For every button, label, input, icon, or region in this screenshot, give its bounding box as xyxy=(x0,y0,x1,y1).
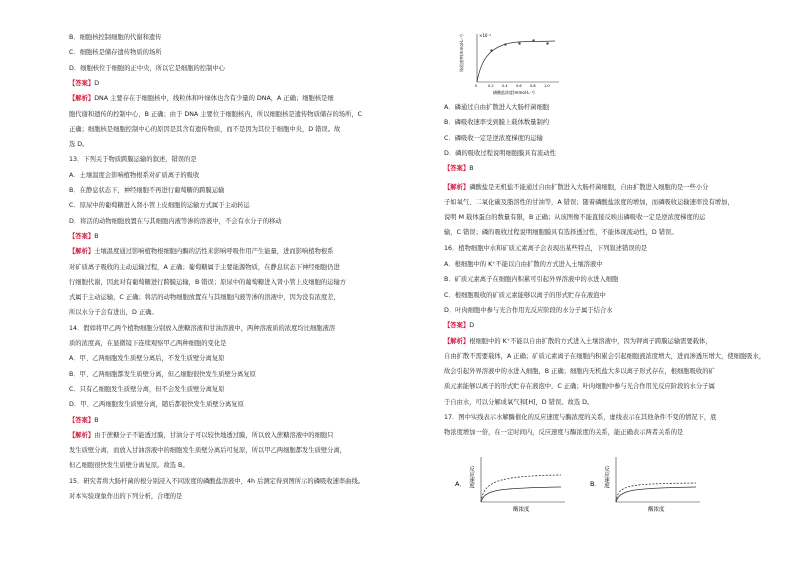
x-axis-label: 酶浓度 xyxy=(513,507,530,513)
answer-tag: 【解析】 xyxy=(69,248,95,256)
option-line: C．只有乙细胞发生质壁分离，但不会发生质壁分离复原 xyxy=(69,385,225,393)
option-line: C．细胞核是储存遗传物质的场所 xyxy=(69,49,162,57)
x-axis-label: 酶浓度 xyxy=(648,507,665,513)
x-axis-label: 磷酸盐浓度(mmol·L⁻¹) xyxy=(493,90,535,95)
text-line: 故会引起外界溶液中的水进入细胞，B 正确；细胞内无机盐大多以离子形式存在，根细胞吸收的矿 xyxy=(444,368,715,376)
option-line: C．原尿中的葡萄糖进入肾小管上皮细胞的运输方式属于主动转运 xyxy=(69,202,250,210)
answer-line: 【答案】D xyxy=(444,322,475,330)
option-line: B．甲、乙两细胞都发生质壁分离，但乙细胞很快发生质壁分离复原 xyxy=(69,370,256,378)
answer-tag: 【解析】 xyxy=(444,183,470,191)
phosphate-uptake-graph xyxy=(455,30,563,98)
answer-tag: 【解析】 xyxy=(69,431,95,439)
question-stem: 17．图中实线表示水解酶催化的反应速度与酶浓度的关系，虚线表示在其他条件不变的情况下，底 xyxy=(444,414,717,421)
answer-tag: 【答案】 xyxy=(444,165,470,173)
answer-tag: 【答案】 xyxy=(444,322,470,330)
option-line: D．将活的动物细胞放置在与其细胞内液等渗的溶液中，不会有水分子的移动 xyxy=(69,217,282,225)
text-line: 行细胞代谢，因此对有葡萄糖进行跨膜运输，B 错误；原尿中的葡萄糖进入肾小管上皮细胞的运输方 xyxy=(69,278,347,286)
answer-line: 【答案】B xyxy=(69,232,99,240)
text-line: 正确；细胞核是细胞控制中心的原因是其含有遗传物质，而不是因为其位于细胞中央，D 错误。故 xyxy=(69,125,341,133)
tick-label: 0.4 xyxy=(502,84,508,88)
answer-line: 【答案】B xyxy=(69,416,99,424)
analysis-line: 【解析】DNA 主要存在于细胞核中，线粒体和叶绿体也含有少量的 DNA，A 正确；细胞核是细 xyxy=(69,95,334,103)
text-line: 对矿质离子吸收的主动运输过程，A 正确；葡萄糖属于主要能源物质，在静息状态下神经细胞仍进 xyxy=(69,263,340,271)
option-line: B．在静息状态下，神经细胞不再进行葡萄糖的跨膜运输 xyxy=(69,187,225,194)
text-line: 物浓度增加一倍，在一定时间内，反应速度与酶浓度的关系，能正确表示两者关系的是 xyxy=(444,429,684,437)
option-line: A．甲、乙两细胞发生质壁分离后，不发生质壁分离复原 xyxy=(69,355,225,363)
option-line: D．磷的吸收过程说明细胞膜具有流动性 xyxy=(444,149,556,157)
text-line: 但乙细胞很快发生质壁分离复原。故选 B。 xyxy=(69,462,189,470)
text-line: 胞代谢和遗传的控制中心，B 正确；由于 DNA 主要位于细胞核内，所以细胞核是遗传物质储存的场所，C xyxy=(69,110,363,118)
option-line: B．矿质元素离子在细胞内积累可引起外界溶液中的水进入细胞 xyxy=(444,276,619,284)
text-line: 式属于主动运输，C 正确；将活的动物细胞放置在与其细胞内液等渗的溶液中，因为没有浓度差， xyxy=(69,294,340,302)
text-line: 输，C 错误；磷的吸收过程说明细胞膜具有选择透过性，不能体现流动性，D 错误。 xyxy=(444,229,678,237)
tick-label: 1.0 xyxy=(544,84,550,88)
option-line: D．细胞核位于细胞的正中央，所以它是细胞的控制中心 xyxy=(69,64,225,72)
option-line: A．根细胞中的 K⁺不能以自由扩散的方式进入土壤溶液中 xyxy=(444,261,603,268)
text-line: 说明 M 载体蛋白的数量有限，B 正确；从该图像不能直接反映出磷吸收一定是逆浓度梯度的运 xyxy=(444,214,706,222)
text-line: 质元素能够以离子的形式贮存在液泡中，C 正确；叶肉细胞中参与光合作用光反应阶段的水分子属 xyxy=(444,383,715,391)
option-line: B．细胞核控制细胞的代谢和遗传 xyxy=(69,34,162,41)
question-stem: 13．下列关于物质跨膜运输的叙述，错误的是 xyxy=(69,156,197,164)
answer-tag: 【答案】 xyxy=(69,232,95,240)
answer-tag: 【答案】 xyxy=(69,79,95,87)
option-b-label: B． xyxy=(590,480,601,488)
answer-tag: 【答案】 xyxy=(69,416,95,424)
y-axis-label: 反应速度 xyxy=(468,466,474,488)
option-line: D．甲、乙两细胞发生质壁分离，随后都很快发生质壁分离复原 xyxy=(69,401,244,409)
y-multiplier: ×10⁻³ xyxy=(479,33,492,38)
answer-tag: 【解析】 xyxy=(444,337,470,345)
analysis-line: 【解析】由于蔗糖分子不能透过膜，甘油分子可以较快地透过膜，所以放入蔗糖溶液中的细胞只 xyxy=(69,431,334,439)
option-line: A．磷通过自由扩散进入大肠杆菌细胞 xyxy=(444,104,550,111)
analysis-line: 【解析】磷酸盐是无机盐不能通过自由扩散进入大肠杆菌细胞，自由扩散进入细胞的是一些小分 xyxy=(444,183,709,191)
option-line: C．磷吸收一定是逆浓度梯度的运输 xyxy=(444,134,543,142)
text-line: 发生质壁分离，而放入甘油溶液中的细胞发生质壁分离后可复原，所以甲乙两细胞都发生质壁分离， xyxy=(69,447,347,455)
tick-label: 0.6 xyxy=(516,84,522,88)
question-stem: 15．研究者将大肠杆菌的根分别浸入不同浓度的磷酸盐溶液中，4h 后测定得到图所示的磷吸收速率曲线。 xyxy=(69,477,365,485)
answer-tag: 【解析】 xyxy=(69,95,95,103)
y-axis-label: 反应速度 xyxy=(603,466,609,488)
question-stem: 16．植物细胞中水和矿质元素离子会表现出某些特点，下列叙述错误的是 xyxy=(444,244,648,252)
answer-line: 【答案】D xyxy=(69,79,100,87)
text-line: 自由扩散不需要载体，A 正确；矿质元素离子在细胞内积累会引起细胞液浓度增大，进而渗透压增大，使细胞吸水， xyxy=(444,352,766,360)
question-stem: 14．假如将甲乙两个植物细胞分别放入蔗糖溶液和甘油溶液中，两种溶液质的浓度均比细胞液溶 xyxy=(69,324,336,332)
text-line: 对本实验现象作出的下列分析，合理的是 xyxy=(69,493,183,500)
text-line: 质的浓度高，在显微镜下连续观察甲乙两种细胞的变化是 xyxy=(69,340,227,347)
text-line: 选 D。 xyxy=(69,141,89,149)
option-line: A．土壤温度会影响植物根系对矿质离子的吸收 xyxy=(69,171,200,179)
text-line: 子如氧气、二氧化碳及脂溶性的甘油等，A 错误；随着磷酸盐浓度的增加，而磷吸收运输速率没有增加， xyxy=(444,198,734,206)
analysis-line: 【解析】土壤温度通过影响植物根细胞内酶的活性来影响呼吸作用产生能量，进而影响植物根系 xyxy=(69,248,334,256)
y-axis-label: 吸收速率(mmol·L⁻¹) xyxy=(459,34,464,72)
tick-label: 0.8 xyxy=(530,84,536,88)
answer-line: 【答案】B xyxy=(444,165,474,173)
option-line: B．磷吸收速率受到膜上载体数量制约 xyxy=(444,119,550,127)
text-line: 于自由水，可以分解成氧气和[H]，D 错误。故选 D。 xyxy=(444,398,594,406)
enzyme-graph-a xyxy=(455,454,575,516)
tick-label: 0 xyxy=(475,84,478,88)
analysis-line: 【解析】根细胞中的 K⁺不能以自由扩散的方式进入土壤溶液中，因为钾离子跨膜运输需要载体， xyxy=(444,337,712,345)
option-a-label: A． xyxy=(455,480,466,488)
tick-label: 0.2 xyxy=(488,84,494,88)
enzyme-graph-b xyxy=(590,454,710,516)
option-line: D．叶肉细胞中参与光合作用光反应阶段的水分子属于结合水 xyxy=(444,306,613,314)
text-line: 所以水分子会有进出，D 正确。 xyxy=(69,309,158,317)
option-line: C．根细胞吸收的矿质元素能够以离子的形式贮存在液泡中 xyxy=(444,291,606,299)
